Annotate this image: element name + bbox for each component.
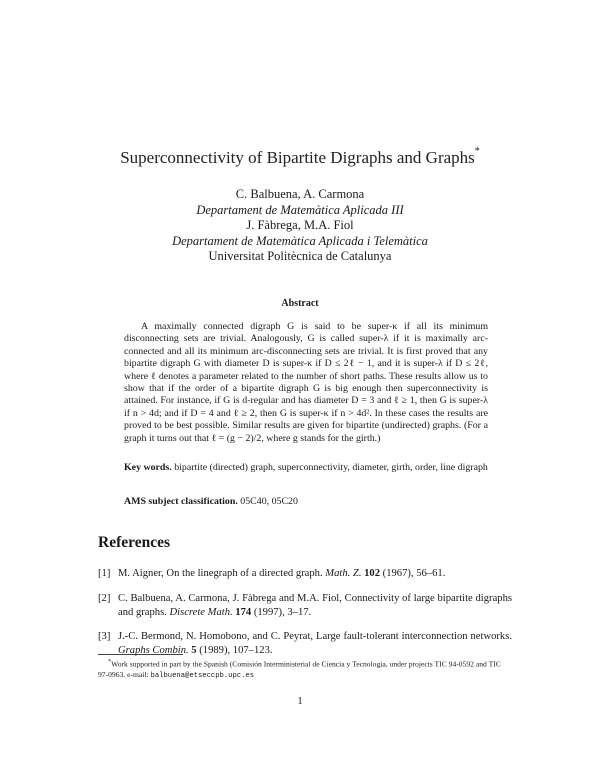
title-footnote-mark: * [474,146,480,158]
author-line: C. Balbuena, A. Carmona [235,187,365,201]
reference-journal: Discrete Math. [169,606,233,618]
abstract-text: A maximally connected digraph G is said to be super-κ if all its minimum disconnecting sets are trivial. Analogously, G is called super-λ if it is maximally arc-connected and all its minimum arc-disconnecting sets are trivial. It is first proved that any bipartite digraph G with diameter D is super-κ if D ≤ 2ℓ − 1, and it is super-λ if D ≤ 2ℓ, where ℓ denotes a parameter related to the number of short paths. These results allow us to show that if the order of a bipartite digraph G is big enough then superconnectivity is attained. For instance, if G is d-regular and has diameter D = 3 and ℓ ≥ 1, then G is super-λ if n > 4d; and if D = 4 and ℓ ≥ 2, then G is super-κ if n > 4d². In these cases the results are proved to be best possible. Similar results are given for bipartite (undirected) graphs. (For a graph it turns out that ℓ = (g − 2)/2, where g stands for the girth.) [124,321,488,444]
reference-body: J.-C. Bermond, N. Homobono, and C. Peyrat, Large fault-tolerant interconnection networks. Graphs Combin. 5 (1989), 107–123. [118,631,512,656]
reference-journal: Math. Z. [325,568,362,579]
keywords [124,462,488,474]
author-block [0,187,600,265]
affiliation-line: Departament de Matemàtica Aplicada III [196,202,404,217]
ams-text: 05C40, 05C20 [240,496,298,507]
footnote-rule [98,654,183,655]
reference-body: C. Balbuena, A. Carmona, J. Fàbrega and M.A. Fiol, Connectivity of large bipartite digraphs and graphs. Discrete Math. 174 (1997), 3–17. [118,592,512,618]
reference-journal: Graphs Combin. [118,645,189,656]
institution-line: Universitat Politècnica de Catalunya [208,249,392,263]
reference-volume: 174 [235,606,252,618]
reference-item [98,592,512,620]
abstract-heading: Abstract [281,298,319,309]
references-heading: References [98,534,171,551]
author-line: J. Fàbrega, M.A. Fiol [246,218,354,232]
reference-number: [1] [98,568,111,579]
affiliation-line: Departament de Matemàtica Aplicada i Telemàtica [172,233,428,248]
footnote-text: Work supported in part by the Spanish (Comisión Interministerial de Ciencia y Tecnología, under projects TIC 94-0592 and TIC 97-0963. e-mail: [98,659,501,680]
reference-number: [3] [98,631,111,642]
reference-number: [2] [98,592,111,604]
ams-label: AMS subject classification. [124,496,238,507]
keywords-text: bipartite (directed) graph, superconnectivity, diameter, girth, order, line digraph [174,462,488,473]
keywords-label: Key words. [124,462,172,473]
paper-title: Superconnectivity of Bipartite Digraphs and Graphs* [120,146,480,167]
reference-body: M. Aigner, On the linegraph of a directed graph. Math. Z. 102 (1967), 56–61. [118,568,446,579]
footnote-email: balbuena@etseccpb.upc.es [150,672,255,681]
reference-item [98,567,512,581]
reference-volume: 102 [364,568,381,579]
page-number: 1 [297,696,303,707]
ams-classification [124,496,488,508]
footnote-mark: * [108,658,112,665]
footnote [98,657,512,682]
reference-volume: 5 [191,645,197,656]
